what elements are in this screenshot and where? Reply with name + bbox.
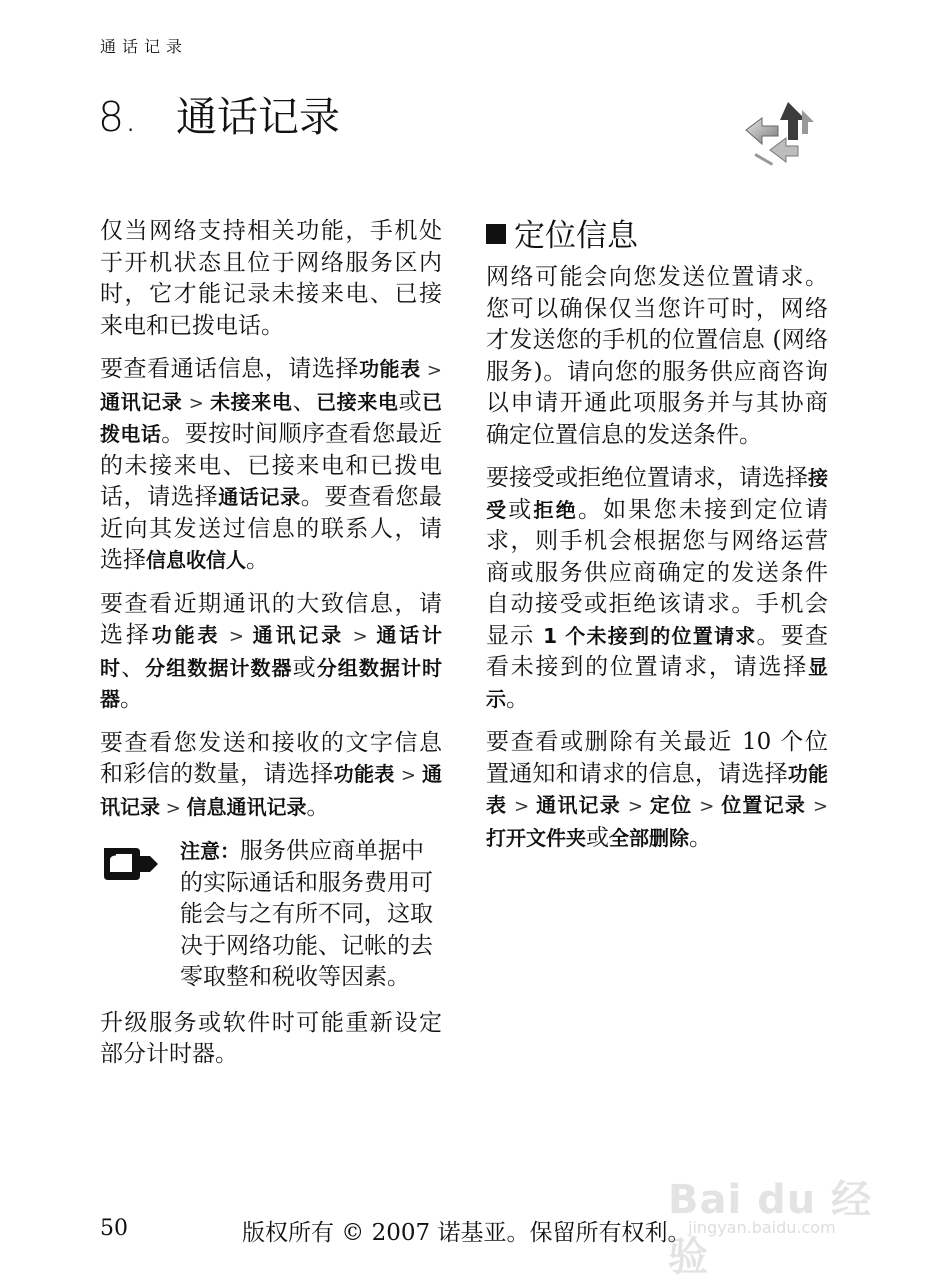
menu-ref-call-register: 通话记录	[218, 485, 301, 509]
text: 。要按时间顺序查看您最近的未接来电、已接来电和已拨电话，请选择	[100, 421, 443, 510]
location-intro-paragraph: 网络可能会向您发送位置请求。您可以确保仅当您许可时，网络才发送您的手机的位置信息 (网络服务)。请向您的服务供应商咨询以申请开通此项服务并与其协商确定位置信息的发送条件。	[486, 264, 828, 448]
text: 。要查看您最近向其发送过信息的联系人，请选择	[100, 484, 443, 573]
menu-ref-delete-all: 全部删除	[609, 825, 689, 850]
menu-separator: >	[806, 796, 829, 817]
menu-ref-call-log: 通讯记录	[536, 793, 621, 817]
baidu-watermark	[668, 1150, 898, 1280]
view-message-log-paragraph	[100, 728, 442, 825]
text: 或	[508, 496, 534, 523]
heading-square-icon	[486, 224, 506, 244]
page-number: 50	[100, 1216, 128, 1241]
menu-ref-call-log: 通讯记录	[100, 389, 183, 414]
text: 要查看或删除有关最近 10 个位置通知和请求的信息，请选择	[486, 729, 828, 787]
upgrade-paragraph: 升级服务或软件时可能重新设定部分计时器。	[100, 1009, 442, 1067]
menu-separator: >	[394, 765, 423, 786]
view-timers-paragraph	[100, 589, 442, 716]
menu-ref-functions: 功能表	[486, 761, 829, 817]
copyright-notice: 版权所有 © 2007 诺基亚。保留所有权利。	[242, 1220, 691, 1246]
menu-separator: >	[692, 796, 722, 817]
text: 。	[246, 547, 269, 573]
menu-separator: >	[344, 626, 377, 647]
note-label: 注意：	[180, 839, 240, 863]
text: 或	[398, 388, 423, 415]
chapter-number: 8.	[98, 93, 138, 141]
menu-ref-positioning: 定位	[649, 793, 693, 817]
menu-separator: >	[507, 796, 537, 817]
menu-separator: >	[182, 392, 211, 414]
menu-ref-position-log: 位置记录	[721, 793, 807, 817]
watermark-brand: Bai du 经验	[668, 1177, 873, 1280]
menu-ref-accept: 接受	[486, 466, 828, 522]
watermark-url: jingyan.baidu.com	[688, 1218, 836, 1237]
menu-ref-show: 显示	[486, 655, 828, 711]
menu-ref-packet-timer: 分组数据计时器	[100, 655, 443, 711]
accept-reject-paragraph	[486, 463, 828, 715]
menu-ref-call-log: 通讯记录	[252, 623, 345, 647]
call-log-arrows-icon	[740, 100, 816, 168]
menu-separator: >	[160, 797, 187, 819]
menu-ref-reject: 拒绝	[533, 497, 578, 522]
menu-ref-functions: 功能表	[333, 762, 395, 786]
text: 或	[292, 654, 317, 681]
chapter-title-text: 通话记录	[176, 93, 340, 141]
menu-ref-packet-counter: 分组数据计数器	[145, 655, 293, 680]
menu-ref-missed-calls: 未接来电	[210, 389, 293, 414]
chapter-title	[98, 84, 340, 143]
text: 。	[306, 793, 330, 820]
menu-ref-open-folder: 打开文件夹	[486, 825, 586, 850]
menu-ref-msg-recipients: 信息收信人	[146, 548, 246, 572]
text: 要查看近期通讯的大致信息，请选择	[100, 590, 442, 648]
text: 。如果您未接到定位请求，则手机会根据您与网络运营商或服务供应商确定的发送条件自动接受或拒绝该请求。手机会显示	[486, 496, 829, 649]
text: 或	[586, 824, 609, 851]
menu-ref-call-duration: 通话计时	[100, 623, 443, 680]
menu-separator: >	[620, 796, 650, 817]
section-heading	[486, 216, 828, 256]
menu-ref-dialed-numbers: 已拨电话	[100, 389, 443, 446]
hand-pointer-icon	[100, 842, 160, 882]
text: 要查看通话信息，请选择	[100, 356, 360, 382]
view-delete-paragraph	[486, 727, 828, 854]
menu-ref-call-log: 通讯记录	[100, 762, 443, 819]
text: 。	[506, 685, 529, 712]
text: 、	[121, 654, 146, 681]
menu-ref-functions: 功能表	[151, 623, 221, 647]
menu-separator: >	[420, 360, 443, 381]
text: 。	[689, 824, 712, 851]
intro-paragraph: 仅当网络支持相关功能，手机处于开机状态且位于网络服务区内时，它才能记录未接来电、已接来电和已拨电话。	[100, 218, 442, 339]
text: 、	[292, 388, 317, 415]
view-call-info-paragraph	[100, 354, 442, 577]
text: 。	[120, 686, 143, 712]
right-column	[486, 216, 828, 866]
text: 要接受或拒绝位置请求，请选择	[486, 465, 808, 491]
menu-separator: >	[220, 626, 253, 647]
menu-ref-received-calls: 已接来电	[316, 389, 399, 414]
left-column	[100, 216, 442, 1083]
text: 。要查看未接到的位置请求，请选择	[486, 622, 829, 680]
note-text: 服务供应商单据中的实际通话和服务费用可能会与之有所不同，这取决于网络功能、记帐的去零取整和税收等因素。	[180, 838, 433, 990]
menu-ref-message-log: 信息通讯记录	[186, 794, 307, 819]
running-header: 通话记录	[100, 37, 189, 56]
note-box	[100, 836, 442, 994]
section-heading-text: 定位信息	[514, 218, 638, 254]
menu-ref-functions: 功能表	[359, 357, 421, 381]
menu-ref-missed-request: 1 个未接到的位置请求	[543, 623, 757, 648]
text: 要查看您发送和接收的文字信息和彩信的数量，请选择	[100, 729, 442, 787]
